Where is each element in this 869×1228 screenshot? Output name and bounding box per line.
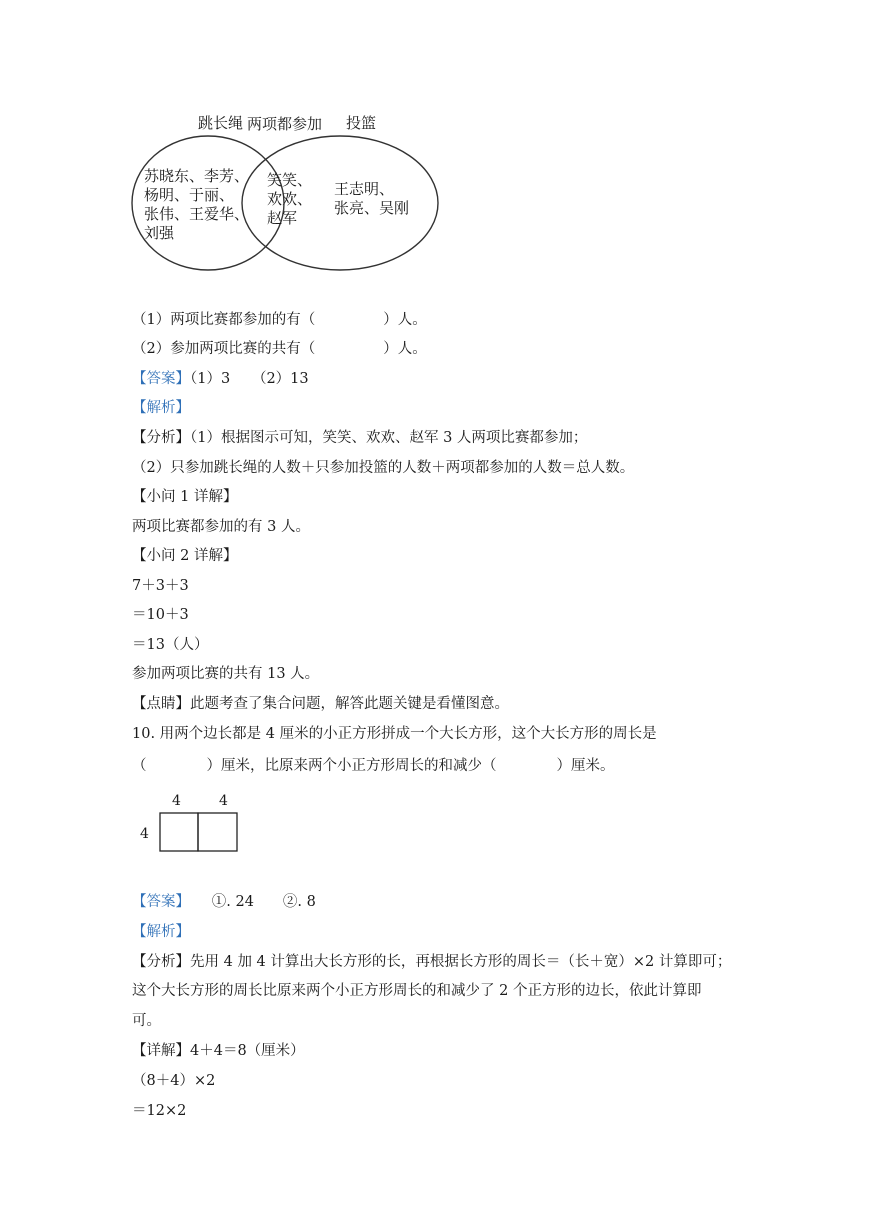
left-name-line: 苏晓东、李芳、 bbox=[144, 167, 250, 185]
left-name-line: 刘强 bbox=[144, 224, 175, 242]
q10-fenxi-2: 这个大长方形的周长比原来两个小正方形周长的和减少了 2 个正方形的边长，依此计算即 bbox=[132, 983, 702, 999]
q10-detail-3: ＝12×2 bbox=[132, 1103, 187, 1119]
label-both: 两项都参加 bbox=[247, 115, 323, 133]
right-name-line: 张亮、吴刚 bbox=[334, 199, 410, 217]
middle-name-line: 笑笑、 bbox=[267, 171, 313, 189]
q10-fenxi-1: 【分析】先用 4 加 4 计算出大长方形的长，再根据长方形的周长＝（长＋宽）×2 计算即可； bbox=[132, 954, 732, 970]
q9-calc-3: ＝13（人） bbox=[132, 637, 209, 653]
q10-detail-2: （8＋4）×2 bbox=[132, 1073, 216, 1089]
q9-xiaowen1-text: 两项比赛都参加的有 3 人。 bbox=[132, 519, 310, 535]
left-name-line: 张伟、王爱华、 bbox=[144, 205, 250, 223]
square-left bbox=[160, 813, 198, 851]
q9-calc-1: 7＋3＋3 bbox=[132, 578, 189, 594]
q10-stem-1: 10. 用两个边长都是 4 厘米的小正方形拼成一个大长方形，这个大长方形的周长是 bbox=[132, 726, 657, 742]
two-squares-figure bbox=[135, 788, 250, 858]
q10-stem-2: （ ）厘米，比原来两个小正方形周长的和减少（ ）厘米。 bbox=[132, 758, 615, 774]
q9-fenxi-1: 【分析】（1）根据图示可知，笑笑、欢欢、赵军 3 人两项比赛都参加； bbox=[132, 430, 588, 446]
q9-answer: 【答案】（1）3 （2）13 bbox=[132, 371, 309, 387]
q9-sub1: （1）两项比赛都参加的有（ ）人。 bbox=[132, 312, 427, 328]
middle-name-line: 欢欢、 bbox=[267, 190, 313, 208]
q10-analysis-tag: 【解析】 bbox=[132, 924, 190, 940]
top-length-label-2: 4 bbox=[219, 793, 228, 809]
q9-dianjing: 【点睛】此题考查了集合问题，解答此题关键是看懂图意。 bbox=[132, 696, 509, 712]
q9-xiaowen1-tag: 【小问 1 详解】 bbox=[132, 489, 238, 505]
right-name-line: 王志明、 bbox=[334, 180, 395, 198]
q9-calc-conclusion: 参加两项比赛的共有 13 人。 bbox=[132, 666, 320, 682]
left-name-line: 杨明、于丽、 bbox=[144, 186, 235, 204]
q9-calc-2: ＝10＋3 bbox=[132, 607, 189, 623]
label-basketball: 投篮 bbox=[346, 114, 377, 132]
q9-fenxi-2: （2）只参加跳长绳的人数＋只参加投篮的人数＋两项都参加的人数＝总人数。 bbox=[132, 460, 635, 476]
top-length-label-1: 4 bbox=[172, 793, 181, 809]
left-length-label: 4 bbox=[140, 826, 149, 842]
q9-sub2: （2）参加两项比赛的共有（ ）人。 bbox=[132, 341, 427, 357]
square-right bbox=[198, 813, 237, 851]
venn-diagram bbox=[120, 105, 450, 280]
q10-answer: 【答案】 ①. 24 ②. 8 bbox=[132, 894, 316, 910]
q9-analysis-tag: 【解析】 bbox=[132, 400, 190, 416]
middle-name-line: 赵军 bbox=[267, 209, 298, 227]
label-jump-rope: 跳长绳 bbox=[198, 114, 244, 132]
q10-detail-1: 【详解】4＋4＝8（厘米） bbox=[132, 1043, 305, 1059]
q10-fenxi-3: 可。 bbox=[132, 1013, 161, 1029]
q9-xiaowen2-tag: 【小问 2 详解】 bbox=[132, 548, 238, 564]
